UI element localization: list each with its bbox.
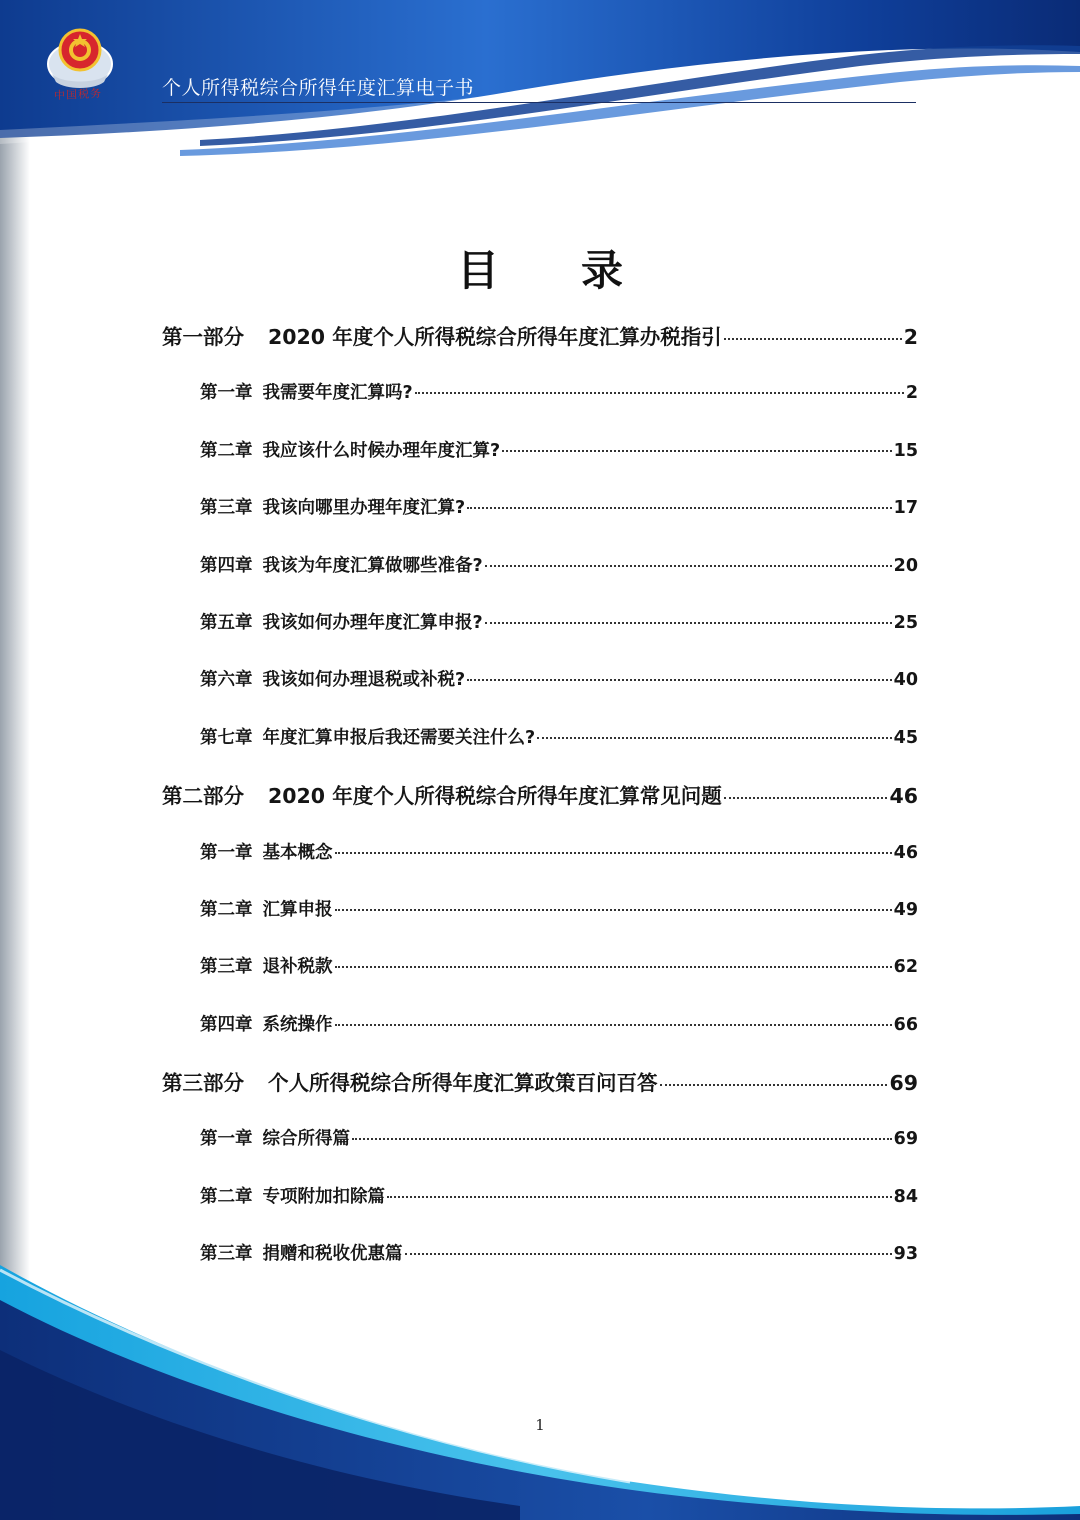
toc-leader-dots (467, 679, 891, 681)
toc-leader-dots (485, 565, 892, 567)
toc-entry-page: 69 (893, 1129, 918, 1150)
toc-entry-title: 2020 年度个人所得税综合所得年度汇算办税指引 (268, 325, 722, 349)
toc-chapter-entry[interactable] (162, 1113, 918, 1170)
toc-entry-label: 第四章 (200, 555, 253, 576)
toc-entry-title: 专项附加扣除篇 (262, 1186, 385, 1207)
toc-entry-title: 我应该什么时候办理年度汇算? (262, 440, 501, 461)
toc-entry-title: 系统操作 (262, 1014, 333, 1035)
toc-entry-title: 退补税款 (262, 957, 333, 978)
toc-entry-page: 46 (889, 784, 918, 809)
toc-entry-title: 我该如何办理年度汇算申报? (262, 612, 483, 633)
table-of-contents (162, 310, 918, 1286)
toc-heading-right: 录 (581, 246, 624, 295)
toc-entry-title: 综合所得篇 (262, 1129, 350, 1150)
toc-chapter-entry[interactable] (162, 884, 918, 941)
toc-leader-dots (724, 797, 888, 799)
toc-entry-label: 第五章 (200, 612, 253, 633)
toc-chapter-entry[interactable] (162, 425, 918, 482)
toc-part-entry[interactable] (162, 310, 918, 367)
toc-leader-dots (660, 1084, 888, 1086)
toc-entry-page: 93 (893, 1244, 918, 1265)
toc-entry-page: 84 (893, 1186, 918, 1207)
toc-leader-dots (335, 852, 892, 854)
toc-chapter-entry[interactable] (162, 999, 918, 1056)
toc-entry-title: 我该为年度汇算做哪些准备? (262, 555, 483, 576)
toc-entry-label: 第三章 (200, 1244, 253, 1265)
toc-heading-left: 目 (456, 246, 499, 295)
toc-leader-dots (387, 1196, 892, 1198)
toc-entry-page: 69 (889, 1071, 918, 1096)
toc-entry-page: 17 (893, 498, 918, 519)
toc-entry-page: 40 (893, 670, 918, 691)
toc-leader-dots (415, 392, 904, 394)
toc-chapter-entry[interactable] (162, 654, 918, 711)
toc-entry-label: 第二章 (200, 1186, 253, 1207)
toc-entry-label: 第二章 (200, 899, 253, 920)
toc-entry-title: 个人所得税综合所得年度汇算政策百问百答 (268, 1071, 658, 1096)
toc-chapter-entry[interactable] (162, 540, 918, 597)
toc-leader-dots (335, 966, 892, 968)
toc-part-entry[interactable] (162, 1056, 918, 1113)
toc-entry-title: 年度汇算申报后我还需要关注什么? (262, 727, 536, 748)
emblem-caption: 中国税务 (53, 86, 103, 103)
toc-entry-page: 66 (893, 1014, 918, 1035)
toc-entry-page: 25 (893, 612, 918, 633)
toc-entry-title: 捐赠和税收优惠篇 (262, 1244, 403, 1265)
header-divider (162, 102, 916, 103)
toc-leader-dots (335, 1024, 892, 1026)
toc-leader-dots (537, 737, 891, 739)
toc-entry-page: 45 (893, 727, 918, 748)
toc-entry-label: 第二部分 (162, 784, 244, 809)
toc-chapter-entry[interactable] (162, 941, 918, 998)
toc-entry-label: 第四章 (200, 1014, 253, 1035)
toc-leader-dots (485, 622, 892, 624)
toc-entry-label: 第二章 (200, 440, 253, 461)
toc-chapter-entry[interactable] (162, 367, 918, 424)
toc-entry-label: 第一部分 (162, 325, 244, 349)
toc-chapter-entry[interactable] (162, 1171, 918, 1228)
toc-entry-label: 第一章 (200, 1129, 253, 1150)
toc-entry-title: 我需要年度汇算吗? (262, 383, 413, 404)
toc-heading (0, 238, 1080, 298)
toc-leader-dots (724, 338, 902, 340)
footer-wave-decoration (0, 1230, 1080, 1520)
toc-entry-label: 第一章 (200, 383, 253, 404)
toc-leader-dots (502, 450, 891, 452)
toc-entry-label: 第六章 (200, 670, 253, 691)
book-title: 个人所得税综合所得年度汇算电子书 (162, 77, 475, 99)
toc-leader-dots (352, 1138, 892, 1140)
toc-entry-title: 我该如何办理退税或补税? (262, 670, 466, 691)
toc-entry-page: 46 (893, 842, 918, 863)
toc-entry-label: 第三章 (200, 957, 253, 978)
toc-entry-label: 第一章 (200, 842, 253, 863)
toc-chapter-entry[interactable] (162, 482, 918, 539)
toc-entry-page: 2 (903, 325, 918, 349)
toc-chapter-entry[interactable] (162, 597, 918, 654)
toc-entry-label: 第三部分 (162, 1071, 244, 1096)
toc-entry-title: 我该向哪里办理年度汇算? (262, 498, 466, 519)
toc-chapter-entry[interactable] (162, 827, 918, 884)
toc-leader-dots (467, 507, 891, 509)
toc-entry-page: 62 (893, 957, 918, 978)
page-number: 1 (535, 1416, 545, 1434)
toc-entry-label: 第三章 (200, 498, 253, 519)
toc-leader-dots (335, 909, 892, 911)
toc-entry-page: 49 (893, 899, 918, 920)
toc-entry-label: 第七章 (200, 727, 253, 748)
toc-entry-page: 15 (893, 440, 918, 461)
toc-entry-title: 基本概念 (262, 842, 333, 863)
toc-entry-title: 2020 年度个人所得税综合所得年度汇算常见问题 (268, 784, 722, 809)
toc-chapter-entry[interactable] (162, 712, 918, 769)
toc-entry-title: 汇算申报 (262, 899, 333, 920)
toc-entry-page: 2 (905, 383, 918, 404)
toc-entry-page: 20 (893, 555, 918, 576)
toc-part-entry[interactable] (162, 769, 918, 826)
